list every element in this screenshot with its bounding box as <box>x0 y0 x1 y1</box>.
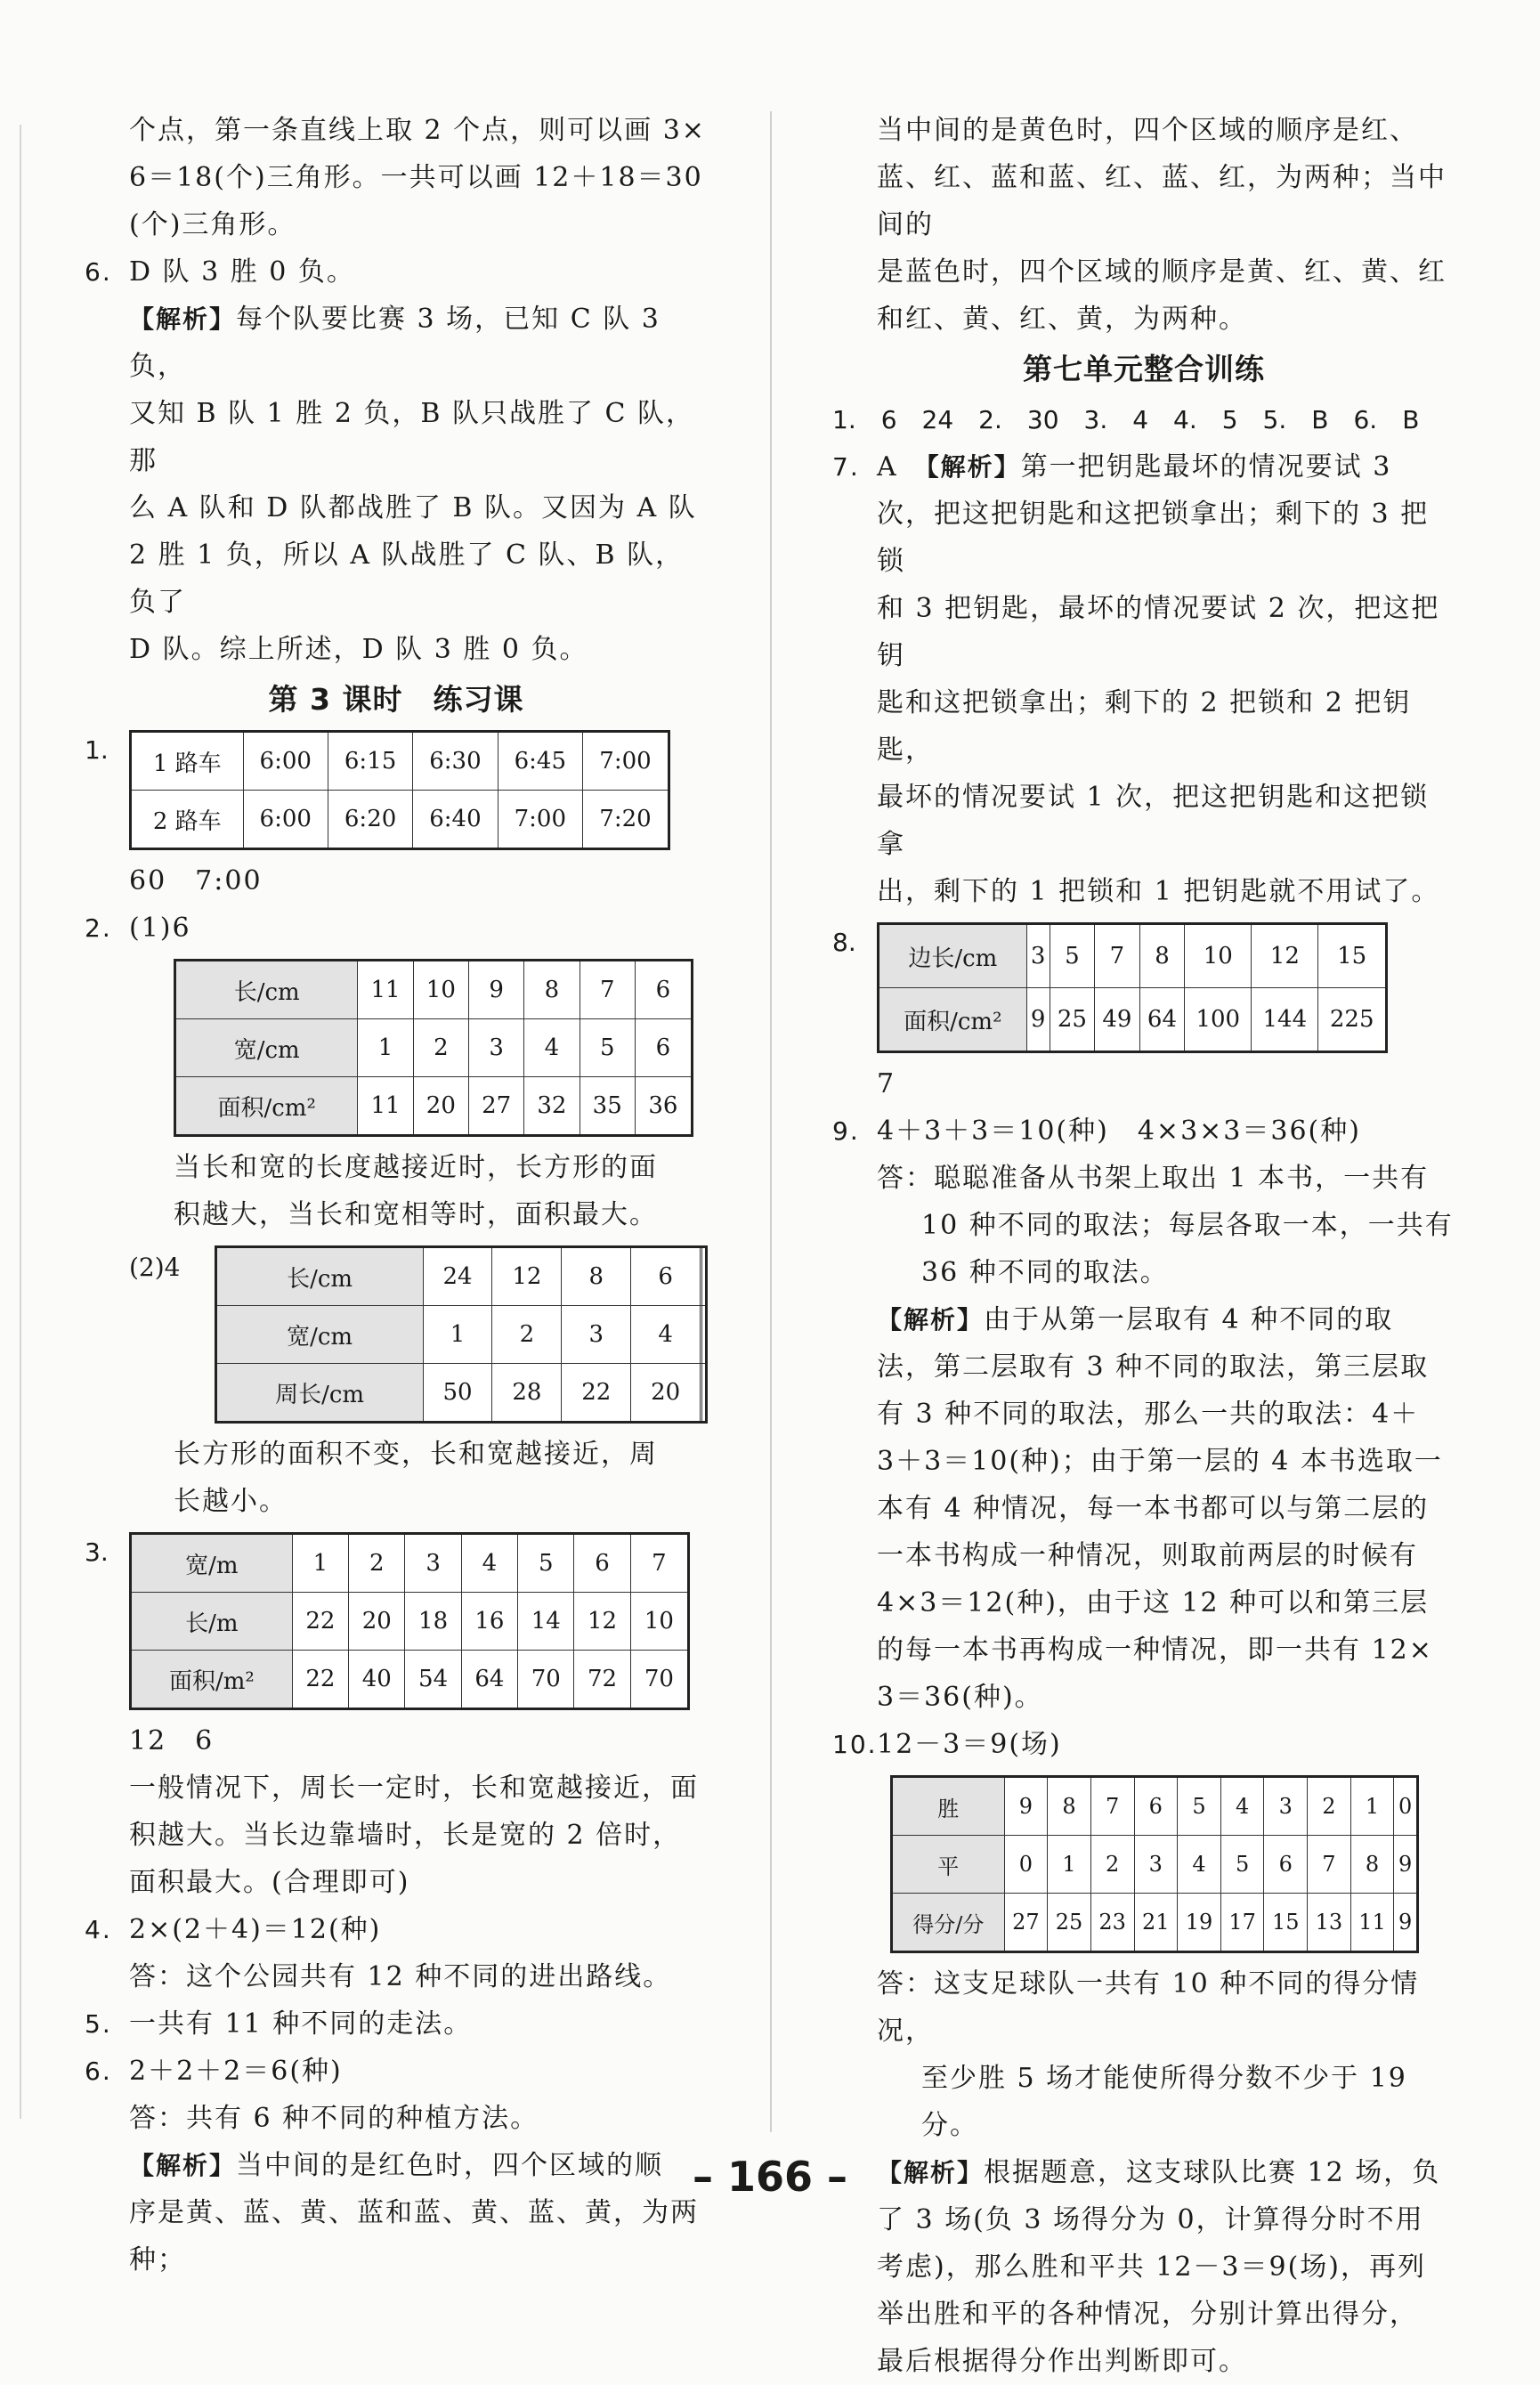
table-cell: 6 <box>635 961 692 1019</box>
text-line: 答：这个公园共有 12 种不同的进出路线。 <box>129 1961 672 1992</box>
text-line: 蓝、红、蓝和蓝、红、蓝、红，为两种；当中间的 <box>877 162 1447 240</box>
table-cell: 225 <box>1318 988 1387 1052</box>
row-header-cell: 周长/cm <box>215 1364 423 1423</box>
table-cell: 6:00 <box>243 732 328 791</box>
table-cell: 18 <box>405 1593 461 1651</box>
table-cell: 5 <box>1050 924 1095 988</box>
explanation-line: 匙和这把锁拿出；剩下的 2 把锁和 2 把钥匙， <box>877 687 1412 766</box>
question-5 <box>85 2000 708 2048</box>
text-line: 长越小。 <box>174 1486 288 1517</box>
table-cell: 7 <box>1090 1777 1134 1836</box>
row-header-cell: 面积/cm² <box>175 1077 358 1136</box>
table-cell: 27 <box>1004 1894 1048 1952</box>
left-column <box>85 107 708 2284</box>
table-cell: 12 <box>574 1593 630 1651</box>
bus-schedule-table <box>129 730 670 850</box>
question-3 <box>85 1532 708 1710</box>
question-1 <box>85 730 708 850</box>
table-cell: 0 <box>1394 1777 1418 1836</box>
table-row <box>215 1364 706 1423</box>
table-cell: 10 <box>630 1593 688 1651</box>
table-row <box>131 791 669 849</box>
question-number: 5. <box>85 2009 112 2039</box>
table-cell: 6 <box>1134 1777 1178 1836</box>
text-line: 面积最大。(合理即可) <box>129 1867 410 1898</box>
explanation-line: 序是黄、蓝、黄、蓝和蓝、黄、蓝、黄，为两种； <box>129 2197 699 2275</box>
text-line: 答：这支足球队一共有 10 种不同的得分情况， <box>877 1968 1420 2047</box>
question-number: 9. <box>832 1116 860 1146</box>
table-cell: 6:45 <box>498 732 582 791</box>
table-cell: 3 <box>1264 1777 1308 1836</box>
table-cell: 8 <box>1139 924 1185 988</box>
table-cell: 7:00 <box>582 732 669 791</box>
table-cell: 2 <box>1090 1836 1134 1894</box>
table-cell: 1 <box>423 1306 492 1364</box>
question-7 <box>832 443 1455 491</box>
table-cell: 9 <box>1394 1894 1418 1952</box>
table-cell: 8 <box>524 961 580 1019</box>
table-cell: 2 <box>413 1019 468 1077</box>
explanation-line: D 队。综上所述，D 队 3 胜 0 负。 <box>129 634 588 665</box>
table-cell: 25 <box>1050 988 1095 1052</box>
table-row <box>175 961 693 1019</box>
text-line: 10 种不同的取法；每层各取一本，一共有 <box>921 1210 1454 1241</box>
table-cell: 15 <box>1264 1894 1308 1952</box>
table-cell: 0 <box>1004 1836 1048 1894</box>
answer-text: 2＋2＋2＝6(种) <box>129 2056 343 2087</box>
table-cell: 12 <box>1252 924 1318 988</box>
explanation-line <box>85 296 708 390</box>
table-cell <box>702 1306 707 1364</box>
table-cell: 3 <box>562 1306 631 1364</box>
row-header-cell: 得分/分 <box>892 1894 1005 1952</box>
table-cell: 22 <box>562 1364 631 1423</box>
table-cell: 10 <box>413 961 468 1019</box>
text-line: 36 种不同的取法。 <box>921 1257 1169 1288</box>
table-cell: 9 <box>468 961 523 1019</box>
sub-answer: (1)6 <box>129 913 191 944</box>
table-cell: 6 <box>1264 1836 1308 1894</box>
explanation-text: 第一把钥匙最坏的情况要试 3 <box>1020 451 1392 483</box>
answer-text: 2×(2＋4)＝12(种) <box>129 1914 382 1945</box>
table-cell: 7 <box>1095 924 1140 988</box>
table-cell: 64 <box>461 1651 517 1709</box>
answer-text: 7 <box>877 1068 896 1099</box>
table-cell: 54 <box>405 1651 461 1709</box>
row-header-cell: 面积/m² <box>131 1651 293 1709</box>
table-cell: 6:15 <box>328 732 412 791</box>
table-cell: 6 <box>635 1019 692 1077</box>
table-cell <box>702 1364 707 1423</box>
explanation-line: 最后根据得分作出判断即可。 <box>877 2346 1247 2377</box>
table-cell: 8 <box>1048 1777 1091 1836</box>
score-table <box>890 1775 1419 1953</box>
table-cell: 4 <box>631 1306 701 1364</box>
explanation-text: 当中间的是红色时，四个区域的顺 <box>236 2150 664 2181</box>
explanation-tag: 【解析】 <box>877 1305 985 1334</box>
table-cell: 6:40 <box>413 791 498 849</box>
table-cell: 3 <box>405 1534 461 1593</box>
explanation-line <box>832 1296 1455 1343</box>
section-title: 第 3 课时 练习课 <box>268 682 524 717</box>
page-edge-line <box>20 125 21 2119</box>
table-cell: 6:20 <box>328 791 412 849</box>
table-row <box>131 1593 689 1651</box>
explanation-line: 本有 4 种情况，每一本书都可以与第二层的 <box>877 1493 1430 1524</box>
explanation-line: 了 3 场(负 3 场得分为 0，计算得分时不用 <box>877 2204 1424 2235</box>
row-header-cell: 边长/cm <box>879 924 1027 988</box>
table-cell: 50 <box>423 1364 492 1423</box>
square-area-table <box>877 922 1388 1053</box>
text-line: 答：聪聪准备从书架上取出 1 本书，一共有 <box>877 1163 1430 1194</box>
rectangle-area-table <box>174 959 693 1137</box>
table-cell: 5 <box>1220 1836 1264 1894</box>
table-cell: 1 <box>1048 1836 1091 1894</box>
question-2 <box>85 905 708 952</box>
text-line: 积越大。当长边靠墙时，长是宽的 2 倍时， <box>129 1820 682 1851</box>
explanation-tag: 【解析】 <box>877 2158 985 2187</box>
table-row <box>175 1077 693 1136</box>
table-cell: 20 <box>413 1077 468 1136</box>
answer-text: 一共有 11 种不同的走法。 <box>129 2008 473 2040</box>
explanation-line: 3＝36(种)。 <box>877 1682 1043 1713</box>
explanation-text: 根据题意，这支球队比赛 12 场，负 <box>984 2157 1441 2188</box>
row-header-cell: 长/m <box>131 1593 293 1651</box>
table-cell: 12 <box>492 1247 562 1306</box>
table-cell: 19 <box>1178 1894 1221 1952</box>
question-number: 10. <box>832 1730 878 1759</box>
table-cell: 6:30 <box>413 732 498 791</box>
table-row <box>215 1247 706 1306</box>
table-cell: 22 <box>292 1593 348 1651</box>
table-cell: 49 <box>1095 988 1140 1052</box>
table-cell: 1 <box>1350 1777 1394 1836</box>
text-line: 和红、黄、红、黄，为两种。 <box>877 304 1247 335</box>
answer-text: D 队 3 胜 0 负。 <box>129 256 355 288</box>
explanation-line: 出，剩下的 1 把锁和 1 把钥匙就不用试了。 <box>877 876 1440 907</box>
table-cell: 72 <box>574 1651 630 1709</box>
table-cell: 3 <box>468 1019 523 1077</box>
table-cell: 5 <box>1178 1777 1221 1836</box>
row-header-cell: 长/cm <box>215 1247 423 1306</box>
table-cell: 3 <box>1026 924 1050 988</box>
question-8 <box>832 922 1455 1053</box>
section-title: 第七单元整合训练 <box>1023 352 1265 386</box>
explanation-line: 次，把这把钥匙和这把锁拿出；剩下的 3 把锁 <box>877 499 1430 577</box>
table-cell: 2 路车 <box>131 791 244 849</box>
table-cell: 9 <box>1394 1836 1418 1894</box>
table-cell: 4 <box>524 1019 580 1077</box>
answer-text: 12 6 <box>129 1725 215 1756</box>
row-header-cell: 宽/m <box>131 1534 293 1593</box>
table-row <box>879 988 1387 1052</box>
table-cell: 2 <box>492 1306 562 1364</box>
table-cell: 21 <box>1134 1894 1178 1952</box>
table-cell: 7 <box>580 961 635 1019</box>
question-number: 8. <box>832 928 856 957</box>
question-9 <box>832 1107 1455 1155</box>
table-cell: 15 <box>1318 924 1387 988</box>
table-cell: 17 <box>1220 1894 1264 1952</box>
table-cell: 23 <box>1090 1894 1134 1952</box>
table-cell: 13 <box>1308 1894 1351 1952</box>
table-cell: 20 <box>631 1364 701 1423</box>
text-line: 长方形的面积不变，长和宽越接近，周 <box>174 1439 658 1470</box>
question-4 <box>85 1906 708 1953</box>
table-cell: 2 <box>349 1534 405 1593</box>
question-number: 2. <box>85 913 112 943</box>
table-cell: 70 <box>630 1651 688 1709</box>
explanation-line: 4×3＝12(种)，由于这 12 种可以和第三层 <box>877 1587 1430 1618</box>
table-cell: 1 <box>292 1534 348 1593</box>
table-wrap <box>85 959 708 1137</box>
table-row <box>892 1836 1418 1894</box>
table-cell: 24 <box>423 1247 492 1306</box>
table-row <box>131 1651 689 1709</box>
table-cell: 10 <box>1185 924 1252 988</box>
table-cell: 20 <box>349 1593 405 1651</box>
table-cell: 70 <box>518 1651 574 1709</box>
explanation-text: 由于从第一层取有 4 种不同的取 <box>984 1304 1394 1335</box>
text-line: 个点，第一条直线上取 2 个点，则可以画 3× <box>129 115 706 146</box>
table-row <box>131 732 669 791</box>
garden-area-table <box>129 1532 690 1710</box>
table-cell: 3 <box>1134 1836 1178 1894</box>
explanation-line: 又知 B 队 1 胜 2 负，B 队只战胜了 C 队，那 <box>129 398 695 476</box>
table-cell: 35 <box>580 1077 635 1136</box>
question-number: 1. <box>85 735 109 765</box>
column-divider <box>770 111 772 2132</box>
text-line: (个)三角形。 <box>129 209 296 240</box>
table-cell: 100 <box>1185 988 1252 1052</box>
table-cell: 6 <box>574 1534 630 1593</box>
table-cell: 27 <box>468 1077 523 1136</box>
explanation-tag: 【解析】 <box>129 2151 237 2180</box>
rectangle-perimeter-table <box>215 1245 708 1424</box>
question-number: 4. <box>85 1915 112 1944</box>
table-cell: 4 <box>461 1534 517 1593</box>
answers-line: 1. 6 24 2. 30 3. 4 4. 5 5. B 6. B <box>832 405 1420 434</box>
explanation-line: 举出胜和平的各种情况，分别计算出得分， <box>877 2299 1418 2330</box>
table-cell: 2 <box>1308 1777 1351 1836</box>
explanation-line: 最坏的情况要试 1 次，把这把钥匙和这把锁拿 <box>877 782 1430 860</box>
text-line: 是蓝色时，四个区域的顺序是黄、红、黄、红 <box>877 256 1447 288</box>
answer-text: 12－3＝9(场) <box>877 1729 1062 1760</box>
row-header-cell: 宽/cm <box>175 1019 358 1077</box>
table-row <box>892 1777 1418 1836</box>
table-cell <box>702 1247 707 1306</box>
explanation-tag: 【解析】 <box>129 304 237 334</box>
explanation-line: 的每一本书再构成一种情况，即一共有 12× <box>877 1635 1433 1666</box>
explanation-line: 一本书构成一种情况，则取前两层的时候有 <box>877 1540 1418 1571</box>
table-cell: 7 <box>630 1534 688 1593</box>
table-cell: 5 <box>518 1534 574 1593</box>
table-cell: 8 <box>562 1247 631 1306</box>
table-cell: 11 <box>358 1077 413 1136</box>
explanation-line: 和 3 把钥匙，最坏的情况要试 2 次，把这把钥 <box>877 593 1440 671</box>
table-cell: 1 <box>358 1019 413 1077</box>
table-cell: 9 <box>1026 988 1050 1052</box>
text-line: 6＝18(个)三角形。一共可以画 12＋18＝30 <box>129 162 703 193</box>
explanation-line: 3＋3＝10(种)；由于第一层的 4 本书选取一 <box>877 1446 1443 1477</box>
text-line: 一般情况下，周长一定时，长和宽越接近，面 <box>129 1773 699 1804</box>
explanation-line: 法，第二层取有 3 种不同的取法，第三层取 <box>877 1351 1430 1383</box>
table-row <box>175 1019 693 1077</box>
table-cell: 7:00 <box>498 791 582 849</box>
answer-text: A <box>877 451 898 483</box>
answer-text: 60 7:00 <box>129 865 263 896</box>
table-cell: 7:20 <box>582 791 669 849</box>
table-cell: 25 <box>1048 1894 1091 1952</box>
question-10 <box>832 1721 1455 1768</box>
table-cell: 16 <box>461 1593 517 1651</box>
explanation-line: 考虑)，那么胜和平共 12－3＝9(场)，再列 <box>877 2251 1426 2283</box>
row-header-cell: 长/cm <box>175 961 358 1019</box>
text-line: 积越大，当长和宽相等时，面积最大。 <box>174 1199 658 1230</box>
question-number: 7. <box>832 452 860 482</box>
table-cell: 7 <box>1308 1836 1351 1894</box>
table-row <box>892 1894 1418 1952</box>
question-6b <box>85 2048 708 2095</box>
table-cell: 9 <box>1004 1777 1048 1836</box>
table-cell: 144 <box>1252 988 1318 1052</box>
table-cell: 6 <box>631 1247 701 1306</box>
question-number: 6. <box>85 2056 112 2086</box>
explanation-line: 2 胜 1 负，所以 A 队战胜了 C 队、B 队，负了 <box>129 539 685 618</box>
explanation-line: 有 3 种不同的取法，那么一共的取法：4＋ <box>877 1399 1420 1430</box>
table-cell: 5 <box>580 1019 635 1077</box>
table-wrap <box>832 1775 1455 1953</box>
table-cell: 22 <box>292 1651 348 1709</box>
text-line: 当中间的是黄色时，四个区域的顺序是红、 <box>877 115 1418 146</box>
sub-answer: (2)4 <box>129 1253 181 1282</box>
table-cell: 1 路车 <box>131 732 244 791</box>
table-cell: 11 <box>1350 1894 1394 1952</box>
explanation-text: 每个队要比赛 3 场，已知 C 队 3 负， <box>129 304 661 382</box>
text-line: 当长和宽的长度越接近时，长方形的面 <box>174 1152 658 1183</box>
table-cell: 64 <box>1139 988 1185 1052</box>
table-cell: 36 <box>635 1077 692 1136</box>
table-cell: 4 <box>1178 1836 1221 1894</box>
table-row <box>879 924 1387 988</box>
row-header-cell: 胜 <box>892 1777 1005 1836</box>
question-6 <box>85 248 708 296</box>
row-header-cell: 平 <box>892 1836 1005 1894</box>
text-line: 至少胜 5 场才能使所得分数不少于 19 分。 <box>921 2063 1407 2141</box>
table-cell: 11 <box>358 961 413 1019</box>
right-column <box>832 107 1455 2385</box>
page-number: – 166 – <box>692 2153 848 2201</box>
explanation-tag: 【解析】 <box>926 452 1021 482</box>
table-cell: 6:00 <box>243 791 328 849</box>
table-row <box>215 1306 706 1364</box>
table-cell: 14 <box>518 1593 574 1651</box>
table-cell: 40 <box>349 1651 405 1709</box>
question-number: 6. <box>85 257 112 287</box>
row-header-cell: 面积/cm² <box>879 988 1027 1052</box>
text-line: 答：共有 6 种不同的种植方法。 <box>129 2103 539 2134</box>
row-header-cell: 宽/cm <box>215 1306 423 1364</box>
table-wrap <box>85 1245 708 1424</box>
table-cell: 32 <box>524 1077 580 1136</box>
answer-text: 4＋3＋3＝10(种) 4×3×3＝36(种) <box>877 1115 1361 1147</box>
table-cell: 8 <box>1350 1836 1394 1894</box>
table-row <box>131 1534 689 1593</box>
question-number: 3. <box>85 1537 109 1567</box>
table-cell: 28 <box>492 1364 562 1423</box>
explanation-line: 么 A 队和 D 队都战胜了 B 队。又因为 A 队 <box>129 492 697 523</box>
table-cell: 4 <box>1220 1777 1264 1836</box>
